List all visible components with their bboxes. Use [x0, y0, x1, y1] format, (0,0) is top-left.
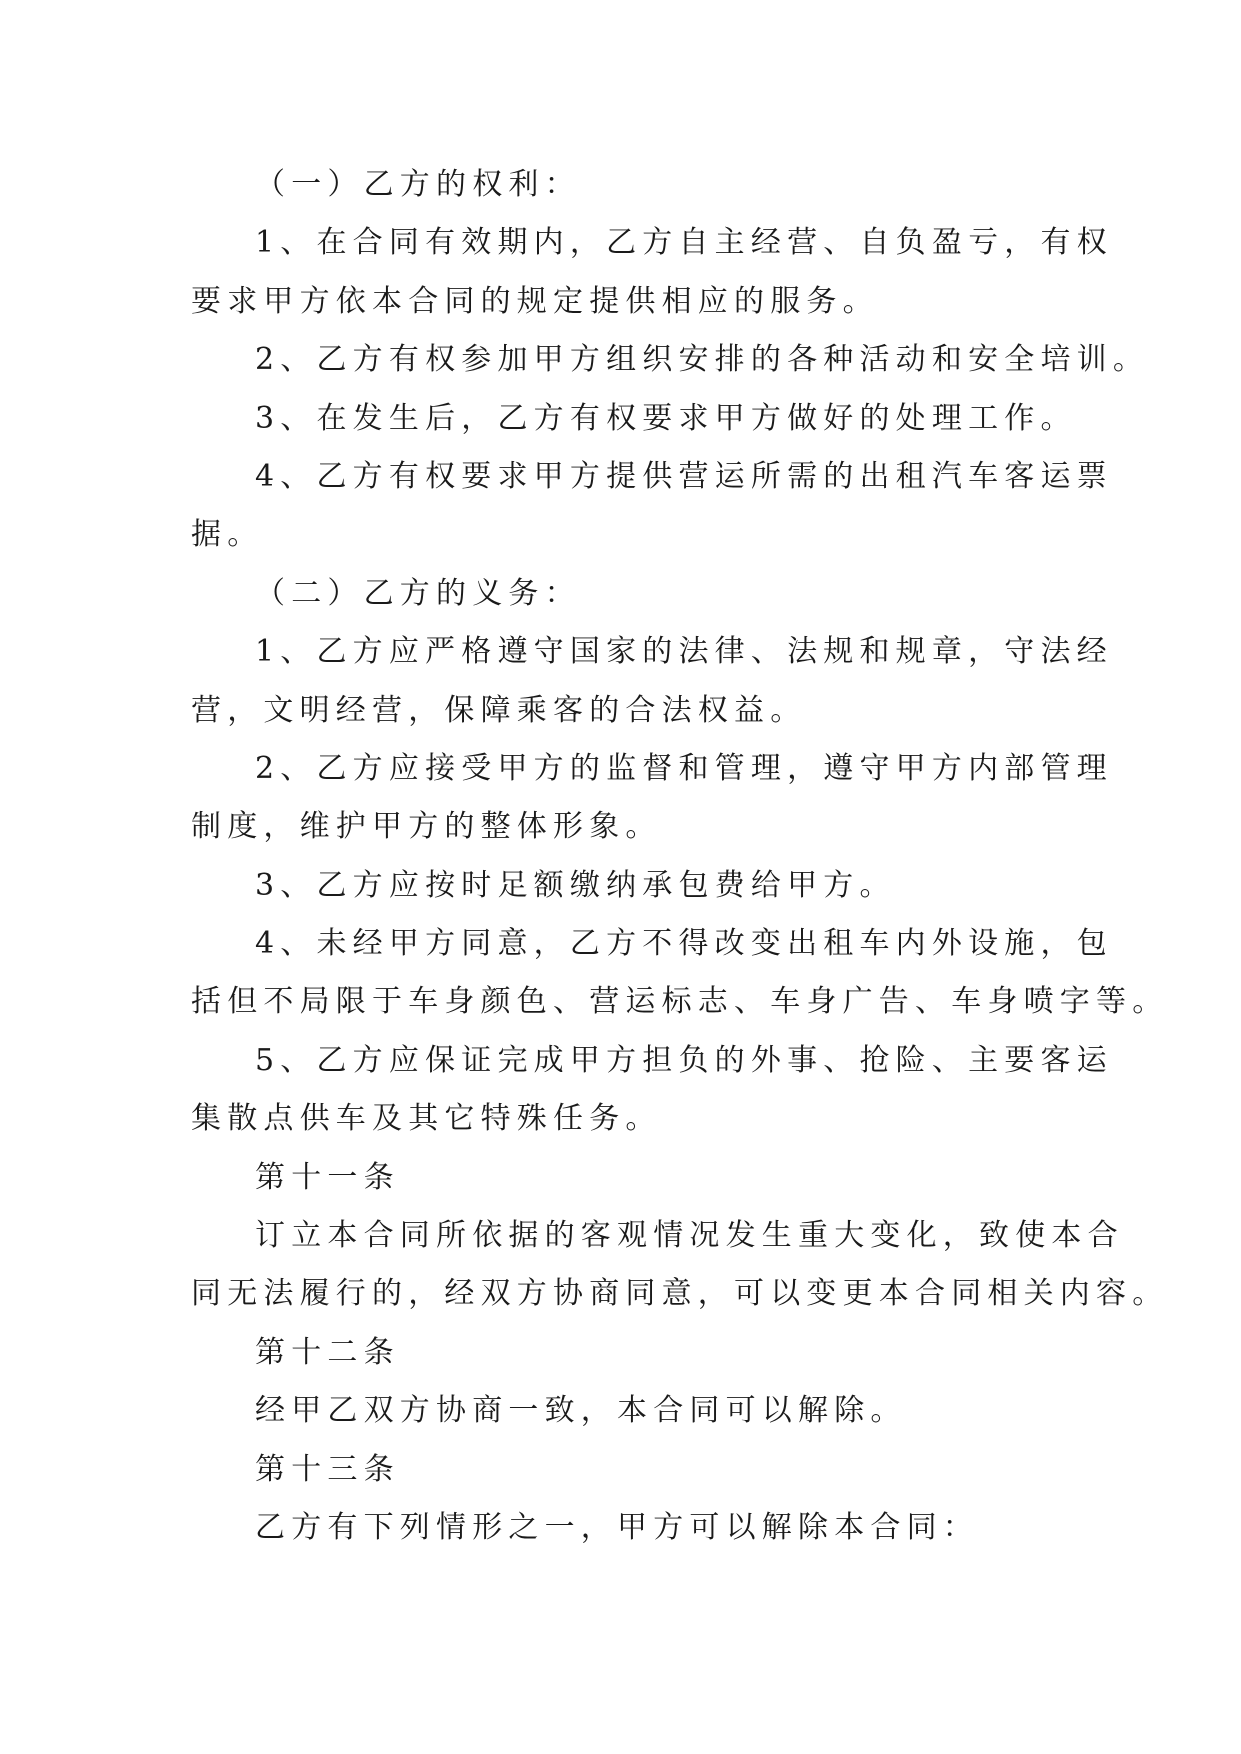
paragraph-line: 括但不局限于车身颜色、营运标志、车身广告、车身喷字等。 — [191, 984, 1169, 1020]
paragraph-line: 3、乙方应按时足额缴纳承包费给甲方。 — [255, 867, 896, 903]
paragraph-line: 2、乙方应接受甲方的监督和管理，遵守甲方内部管理 — [255, 750, 1113, 786]
paragraph-line: 制度，维护甲方的整体形象。 — [191, 809, 662, 845]
paragraph-line: 集散点供车及其它特殊任务。 — [191, 1101, 662, 1137]
section-heading-rights: （一）乙方的权利： — [255, 167, 581, 202]
paragraph-line: 要求甲方依本合同的规定提供相应的服务。 — [191, 283, 879, 319]
paragraph-line: 经甲乙双方协商一致，本合同可以解除。 — [255, 1393, 907, 1429]
paragraph-line: 4、未经甲方同意，乙方不得改变出租车内外设施，包 — [255, 926, 1113, 962]
document-body — [191, 156, 1169, 1557]
paragraph-line: 1、乙方应严格遵守国家的法律、法规和规章，守法经 — [255, 634, 1113, 670]
paragraph-line: 5、乙方应保证完成甲方担负的外事、抢险、主要客运 — [255, 1042, 1113, 1078]
article-heading-11: 第十一条 — [255, 1159, 400, 1195]
paragraph-line: 2、乙方有权参加甲方组织安排的各种活动和安全培训。 — [255, 342, 1150, 378]
paragraph-line: 3、在发生后，乙方有权要求甲方做好的处理工作。 — [255, 400, 1077, 436]
paragraph-line: 乙方有下列情形之一，甲方可以解除本合同： — [255, 1509, 979, 1545]
paragraph-line: 1、在合同有效期内，乙方自主经营、自负盈亏，有权 — [255, 225, 1113, 261]
section-heading-obligations: （二）乙方的义务： — [255, 575, 581, 611]
paragraph-line: 4、乙方有权要求甲方提供营运所需的出租汽车客运票 — [255, 458, 1113, 494]
paragraph-line: 营，文明经营，保障乘客的合法权益。 — [191, 692, 807, 728]
paragraph-line: 订立本合同所依据的客观情况发生重大变化，致使本合 — [255, 1218, 1124, 1254]
article-heading-13: 第十三条 — [255, 1451, 400, 1487]
paragraph-line: 同无法履行的，经双方协商同意，可以变更本合同相关内容。 — [191, 1276, 1169, 1312]
paragraph-line: 据。 — [191, 517, 264, 553]
article-heading-12: 第十二条 — [255, 1334, 400, 1370]
